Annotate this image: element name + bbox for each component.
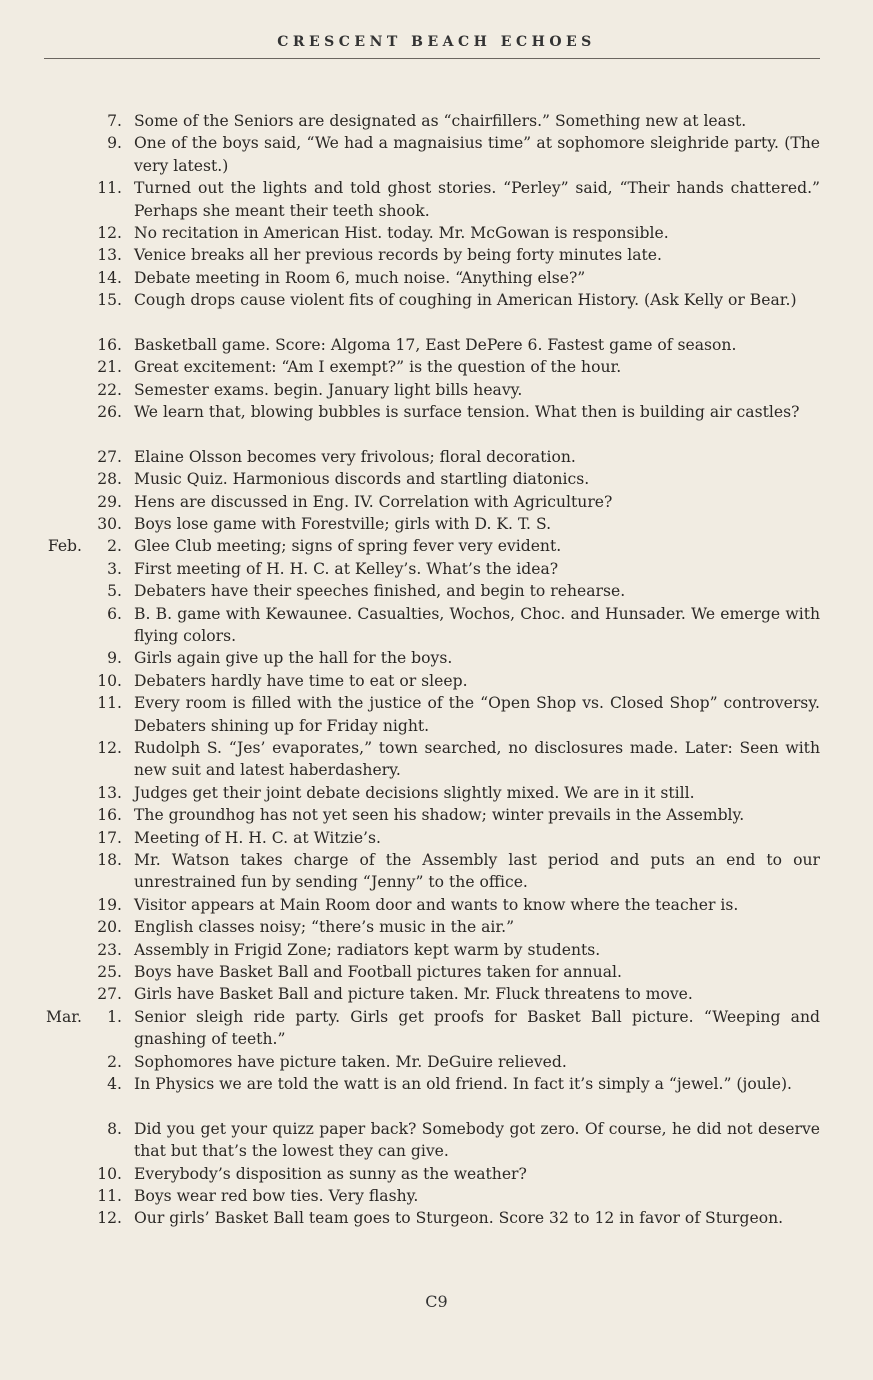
entry-day: 12. <box>97 1209 122 1228</box>
entry-day: 21. <box>97 358 122 377</box>
diary-entry <box>0 580 873 602</box>
diary-entry <box>0 1006 873 1051</box>
entry-text: Girls again give up the hall for the boys. <box>134 649 453 668</box>
diary-entry <box>0 513 873 535</box>
entry-text: Boys have Basket Ball and Football pictures taken for annual. <box>134 962 622 981</box>
diary-entry <box>0 558 873 580</box>
entry-text: Music Quiz. Harmonious discords and startling diatonics. <box>134 470 590 489</box>
entry-text: B. B. game with Kewaunee. Casualties, Wochos, Choc. and Hunsader. We emerge with flying colors. <box>134 604 820 646</box>
entry-text: Debaters have their speeches finished, and begin to rehearse. <box>134 582 626 601</box>
diary-entry <box>0 916 873 938</box>
diary-entry <box>0 177 873 222</box>
entry-text: Hens are discussed in Eng. IV. Correlation with Agriculture? <box>134 492 613 511</box>
diary-entry <box>0 379 873 401</box>
entry-text: Visitor appears at Main Room door and wants to know where the teacher is. <box>134 895 739 914</box>
entry-day: 20. <box>97 918 122 937</box>
diary-entry <box>0 692 873 737</box>
entry-day: 11. <box>97 694 122 713</box>
entry-text: Debate meeting in Room 6, much noise. “Anything else?” <box>134 268 586 287</box>
entry-day: 16. <box>97 806 122 825</box>
entry-day: 27. <box>97 447 122 466</box>
entry-day: 9. <box>107 134 122 153</box>
diary-entry <box>0 222 873 244</box>
entry-text: Great excitement: “Am I exempt?” is the question of the hour. <box>134 358 622 377</box>
entry-day: 28. <box>97 470 122 489</box>
entry-text: Every room is filled with the justice of the “Open Shop vs. Closed Shop” controversy. Debaters shining up for Friday night. <box>134 694 820 735</box>
diary-entry <box>0 446 873 468</box>
page-header: CRESCENT BEACH ECHOES <box>277 34 596 50</box>
entry-day: 6. <box>107 604 122 623</box>
entry-text: Sophomores have picture taken. Mr. DeGuire relieved. <box>134 1052 567 1071</box>
diary-entry <box>0 401 873 446</box>
entry-day: 3. <box>107 559 122 578</box>
diary-entry <box>0 737 873 782</box>
entry-day: 11. <box>97 1186 122 1205</box>
entry-text: First meeting of H. H. C. at Kelley’s. What’s the idea? <box>134 559 559 578</box>
entry-month: Mar. <box>46 1007 82 1026</box>
entry-day: 23. <box>97 940 122 959</box>
diary-entry <box>0 804 873 826</box>
entry-day: 13. <box>97 246 122 265</box>
entry-text: Cough drops cause violent fits of coughing in American History. (Ask Kelly or Bear.) <box>134 291 797 310</box>
entry-text: Boys lose game with Forestville; girls with D. K. T. S. <box>134 515 552 534</box>
entry-text: Meeting of H. H. C. at Witzie’s. <box>134 828 381 847</box>
entry-text: Basketball game. Score: Algoma 17, East DePere 6. Fastest game of season. <box>134 335 737 354</box>
entry-text: Turned out the lights and told ghost stories. “Perley” said, “Their hands chattered.” Perhaps she meant their teeth shook. <box>134 179 820 220</box>
entry-day: 12. <box>97 223 122 242</box>
diary-entry <box>0 939 873 961</box>
diary-entry <box>0 1073 873 1118</box>
diary-entry <box>0 1207 873 1252</box>
entry-text: Rudolph S. “Jes’ evaporates,” town searched, no disclosures made. Later: Seen with new suit and latest haberdashery. <box>134 739 820 780</box>
entry-day: 11. <box>97 179 122 198</box>
entry-text: Did you get your quizz paper back? Somebody got zero. Of course, he did not deserve that but that’s the lowest they can give. <box>134 1119 820 1161</box>
entry-day: 8. <box>107 1119 122 1138</box>
entry-text: Mr. Watson takes charge of the Assembly last period and puts an end to our unrestrained fun by sending “Jenny” to the office. <box>134 851 820 892</box>
entry-text: Judges get their joint debate decisions slightly mixed. We are in it still. <box>134 783 695 802</box>
diary-entry <box>0 1163 873 1185</box>
diary-entry <box>0 468 873 490</box>
entry-day: 22. <box>97 380 122 399</box>
entry-text: Everybody’s disposition as sunny as the weather? <box>134 1164 527 1183</box>
entry-text: Venice breaks all her previous records by being forty minutes late. <box>134 246 662 265</box>
entry-text: Glee Club meeting; signs of spring fever very evident. <box>134 537 562 556</box>
entry-text: No recitation in American Hist. today. Mr. McGowan is responsible. <box>134 223 669 242</box>
entry-day: 26. <box>97 403 122 422</box>
diary-entry <box>0 491 873 513</box>
diary-entry <box>0 289 873 334</box>
entry-day: 10. <box>97 671 122 690</box>
diary-entry <box>0 647 873 669</box>
entry-text: Some of the Seniors are designated as “chairfillers.” Something new at least. <box>134 112 747 130</box>
entry-text: Our girls’ Basket Ball team goes to Sturgeon. Score 32 to 12 in favor of Sturgeon. <box>134 1209 784 1228</box>
diary-entry <box>0 110 873 132</box>
entry-day: 16. <box>97 335 122 354</box>
diary-entry <box>0 244 873 266</box>
diary-entry <box>0 132 873 177</box>
entry-month: Feb. <box>47 537 82 556</box>
diary-entry <box>0 1118 873 1163</box>
entry-text: Debaters hardly have time to eat or sleep. <box>134 671 468 690</box>
diary-entry <box>0 849 873 894</box>
entry-day: 12. <box>97 739 122 758</box>
entry-day: 13. <box>97 783 122 802</box>
diary-entry <box>0 983 873 1005</box>
diary-entry <box>0 1185 873 1207</box>
entry-day: 25. <box>97 962 122 981</box>
diary-entry <box>0 603 873 648</box>
entry-day: 15. <box>97 291 122 310</box>
entry-text: English classes noisy; “there’s music in the air.” <box>134 918 515 937</box>
entry-day: 14. <box>97 268 122 287</box>
entry-day: 2. <box>107 1052 122 1071</box>
entry-day: 7. <box>107 112 122 130</box>
entry-day: 17. <box>97 828 122 847</box>
entry-day: 5. <box>107 582 122 601</box>
entry-text: In Physics we are told the watt is an old friend. In fact it’s simply a “jewel.” (joule). <box>134 1074 793 1093</box>
diary-entry <box>0 535 873 557</box>
entry-text: Girls have Basket Ball and picture taken. Mr. Fluck threatens to move. <box>134 985 693 1004</box>
entry-text: The groundhog has not yet seen his shadow; winter prevails in the Assembly. <box>134 806 745 825</box>
diary-entry <box>0 894 873 916</box>
entry-day: 29. <box>97 492 122 511</box>
diary-entry <box>0 334 873 356</box>
entry-day: 4. <box>107 1074 122 1093</box>
page-number: C9 <box>425 1292 448 1311</box>
diary-entry <box>0 356 873 378</box>
entry-day: 1. <box>107 1007 122 1026</box>
entry-day: 2. <box>107 537 122 556</box>
diary-entry <box>0 267 873 289</box>
diary-entry <box>0 782 873 804</box>
header-rule <box>44 58 820 59</box>
entry-text: Semester exams. begin. January light bills heavy. <box>134 380 523 399</box>
entry-text: Senior sleigh ride party. Girls get proofs for Basket Ball picture. “Weeping and gnashing of teeth.” <box>134 1007 820 1049</box>
entry-day: 18. <box>97 851 122 869</box>
entry-day: 27. <box>97 985 122 1004</box>
diary-entry <box>0 827 873 849</box>
entry-day: 30. <box>97 515 122 534</box>
entry-day: 19. <box>97 895 122 914</box>
entry-day: 9. <box>107 649 122 668</box>
entry-text: Boys wear red bow ties. Very flashy. <box>134 1186 419 1205</box>
entry-text: Assembly in Frigid Zone; radiators kept warm by students. <box>134 940 601 959</box>
diary-entry <box>0 1051 873 1073</box>
diary-entry <box>0 670 873 692</box>
diary-entries <box>0 110 873 1252</box>
diary-entry <box>0 961 873 983</box>
entry-text: One of the boys said, “We had a magnaisius time” at sophomore sleighride party. (The very latest.) <box>134 134 820 175</box>
entry-day: 10. <box>97 1164 122 1183</box>
entry-text: Elaine Olsson becomes very frivolous; floral decoration. <box>134 447 576 466</box>
entry-text: We learn that, blowing bubbles is surface tension. What then is building air castles? <box>134 403 800 422</box>
